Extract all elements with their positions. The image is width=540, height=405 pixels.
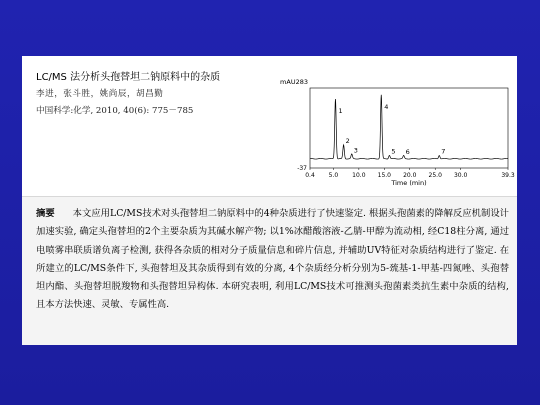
peak-label: 2 xyxy=(345,137,350,145)
x-tick-label: 0.4 xyxy=(305,172,315,179)
x-axis-label: Time (min) xyxy=(391,179,427,187)
peak-label: 1 xyxy=(338,106,343,115)
peak-label: 6 xyxy=(405,147,410,156)
abstract-text: 本文应用LC/MS技术对头孢替坦二钠原料中的4种杂质进行了快速鉴定. 根据头孢菌素的降解反应机制设计加速实验, 确定头孢替坦的2个主要杂质为其碱水解产物; 以1%冰醋酸溶液-乙腈-甲醇为流动相, 经C18柱分离, 通过电喷雾串联质谱负离子检测, 获得各杂质的相对分子质量信息和碎片信息, 并辅助UV特征对杂质结构进行了鉴定. 在所建立的LC/MS条件下, 头孢替坦及其杂质得到有效的分离, 4个杂质经分析分别为5-巯基-1-甲基-四氮唑、头孢替坦内酯、头孢替坦脱羧物和头孢替坦异构体. 本研究表明, 利用LC/MS技术可推测头孢菌素类抗生素中杂质的结构, 且本方法快速、灵敏、专属性高. xyxy=(36,208,509,311)
paper-journal: 中国科学:化学, 2010, 40(6): 775－785 xyxy=(36,106,194,116)
y-tick-label: -37 xyxy=(297,165,307,172)
abstract-label: 摘要 xyxy=(36,208,55,219)
x-tick-label: 10.0 xyxy=(352,172,366,179)
peak-label: 7 xyxy=(441,147,446,156)
x-tick-label: 39.3 xyxy=(501,172,515,179)
y-axis-unit: mAU283 xyxy=(280,78,308,86)
paper-title: LC/MS 法分析头孢替坦二钠原料中的杂质 xyxy=(36,72,221,83)
x-tick-label: 20.0 xyxy=(403,172,417,179)
plot-frame xyxy=(310,88,508,168)
abstract-block xyxy=(36,205,509,315)
x-tick-label: 30.0 xyxy=(453,172,468,179)
peak-label: 5 xyxy=(391,147,396,156)
x-tick-label: 25.0 xyxy=(428,172,442,179)
paper-authors: 李进，张斗胜，姚尚辰，胡昌勤 xyxy=(36,89,164,99)
chromatogram-chart xyxy=(280,72,515,190)
chromatogram-svg xyxy=(280,72,515,190)
x-tick-label: 5.0 xyxy=(328,172,339,179)
peak-label: 4 xyxy=(384,103,389,111)
peak-label: 3 xyxy=(353,146,358,155)
x-tick-label: 15.0 xyxy=(377,172,391,179)
